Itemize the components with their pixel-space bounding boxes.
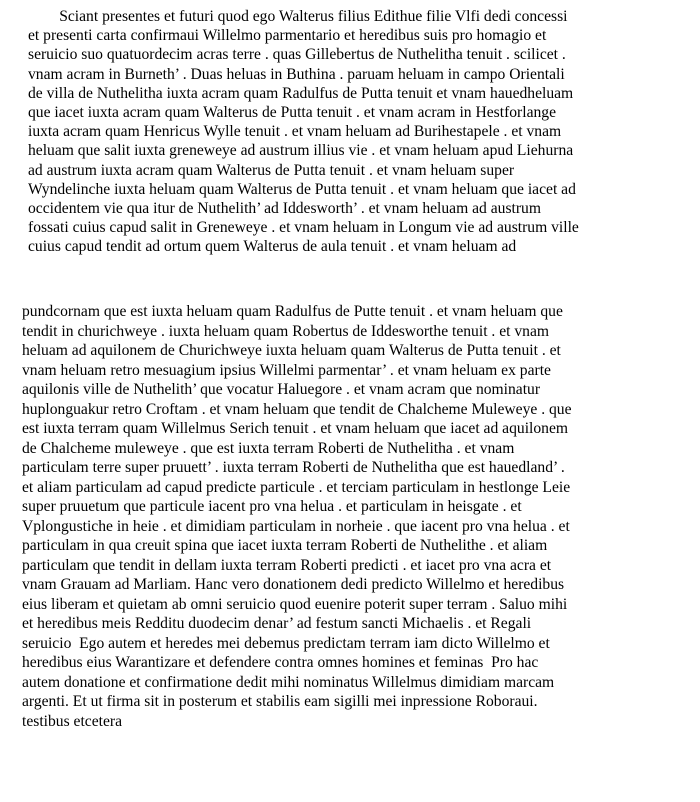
text-line: pundcornam que est iuxta heluam quam Radulfus de Putte tenuit . et vnam heluam que [22, 303, 563, 320]
text-line: vnam heluam retro mesuagium ipsius Willelmi parmentar’ . et vnam heluam ex parte [22, 361, 551, 379]
text-line: de villa de Nuthelitha iuxta acram quam Radulfus de Putta tenuit et vnam hauedheluam [28, 84, 574, 102]
text-line: autem donatione et confirmatione dedit mihi nominatus Willelmus dimidiam marcam [22, 673, 555, 691]
text-line: et heredibus meis Redditu duodecim denar’ ad festum sancti Michaelis . et Regali [22, 615, 532, 632]
text-line: que iacet iuxta acram quam Walterus de Putta tenuit . et vnam acram in Hestforlange [28, 103, 557, 121]
text-line: Vplongustiche in heie . et dimidiam particulam in norheie . que iacent pro vna helua . et [22, 517, 570, 535]
text-line: Sciant presentes et futuri quod ego Walterus filius Edithue filie Vlfi dedi concessi [28, 8, 568, 25]
text-line: testibus etcetera [22, 712, 123, 730]
text-line: cuius capud tendit ad ortum quem Walterus de aula tenuit . et vnam heluam ad [28, 238, 517, 256]
text-line: de Chalcheme muleweye . que est iuxta terram Roberti de Nuthelitha . et vnam [22, 439, 515, 457]
charter-text-block-1 [28, 7, 579, 256]
text-line: heredibus eius Warantizare et defendere contra omnes homines et feminas Pro hac [22, 654, 539, 671]
text-line: aquilonis ville de Nuthelith’ que vocatur Haluegore . et vnam acram que nominatur [22, 381, 541, 398]
text-line: ad austrum iuxta acram quam Walterus de Putta tenuit . et vnam heluam super [28, 161, 515, 179]
text-line: tendit in churichweye . iuxta heluam quam Robertus de Iddesworthe tenuit . et vnam [22, 322, 550, 340]
text-line: vnam acram in Burneth’ . Duas heluas in Buthina . paruam heluam in campo Orientali [28, 65, 565, 83]
text-line: seruicio suo quatuordecim acras terre . quas Gillebertus de Nuthelitha tenuit . scilicet . [28, 46, 566, 64]
text-line: super pruuetum que particule iacent pro vna helua . et particulam in heisgate . et [22, 498, 522, 515]
text-line: particulam in qua creuit spina que iacet iuxta terram Roberti de Nuthelithe . et aliam [22, 537, 548, 554]
text-line: occidentem vie qua itur de Nuthelith’ ad Iddesworth’ . et vnam heluam ad austrum [28, 199, 541, 217]
text-line: heluam que salit iuxta greneweye ad austrum illius vie . et vnam heluam apud Liehurna [28, 142, 574, 160]
text-line: est iuxta terram quam Willelmus Serich tenuit . et vnam heluam que iacet ad aquilonem [22, 420, 569, 437]
text-line: seruicio Ego autem et heredes mei debemus predictam terram iam dicto Willelmo et [22, 634, 550, 652]
text-line: et aliam particulam ad capud predicte particule . et terciam particulam in hestlonge Leie [22, 478, 571, 496]
text-line: heluam ad aquilonem de Churichweye iuxta heluam quam Walterus de Putta tenuit . et [22, 342, 561, 359]
text-line: eius liberam et quietam ab omni seruicio quod euenire poterit super terram . Saluo mihi [22, 595, 568, 613]
text-line: huplonguakur retro Croftam . et vnam heluam que tendit de Chalcheme Muleweye . que [22, 400, 572, 418]
text-line: fossati cuius capud salit in Greneweye . et vnam heluam in Longum vie ad austrum ville [28, 219, 579, 237]
text-line: iuxta acram quam Henricus Wylle tenuit . et vnam heluam ad Burihestapele . et vnam [28, 123, 562, 141]
text-line: et presenti carta confirmaui Willelmo parmentario et heredibus suis pro homagio et [28, 27, 547, 45]
charter-text-block-2 [22, 302, 572, 731]
text-line: vnam Grauam ad Marliam. Hanc vero donationem dedi predicto Willelmo et heredibus [22, 576, 565, 593]
text-line: argenti. Et ut firma sit in posterum et stabilis eam sigilli mei inpressione Roboraui. [22, 693, 538, 710]
text-line: Wyndelinche iuxta heluam quam Walterus de Putta tenuit . et vnam heluam que iacet ad [28, 180, 576, 198]
text-line: particulam terre super pruuett’ . iuxta terram Roberti de Nuthelitha que est hauedland’ . [22, 459, 565, 476]
text-line: particulam que tendit in dellam iuxta terram Roberti predicti . et iacet pro vna acra et [22, 556, 552, 574]
